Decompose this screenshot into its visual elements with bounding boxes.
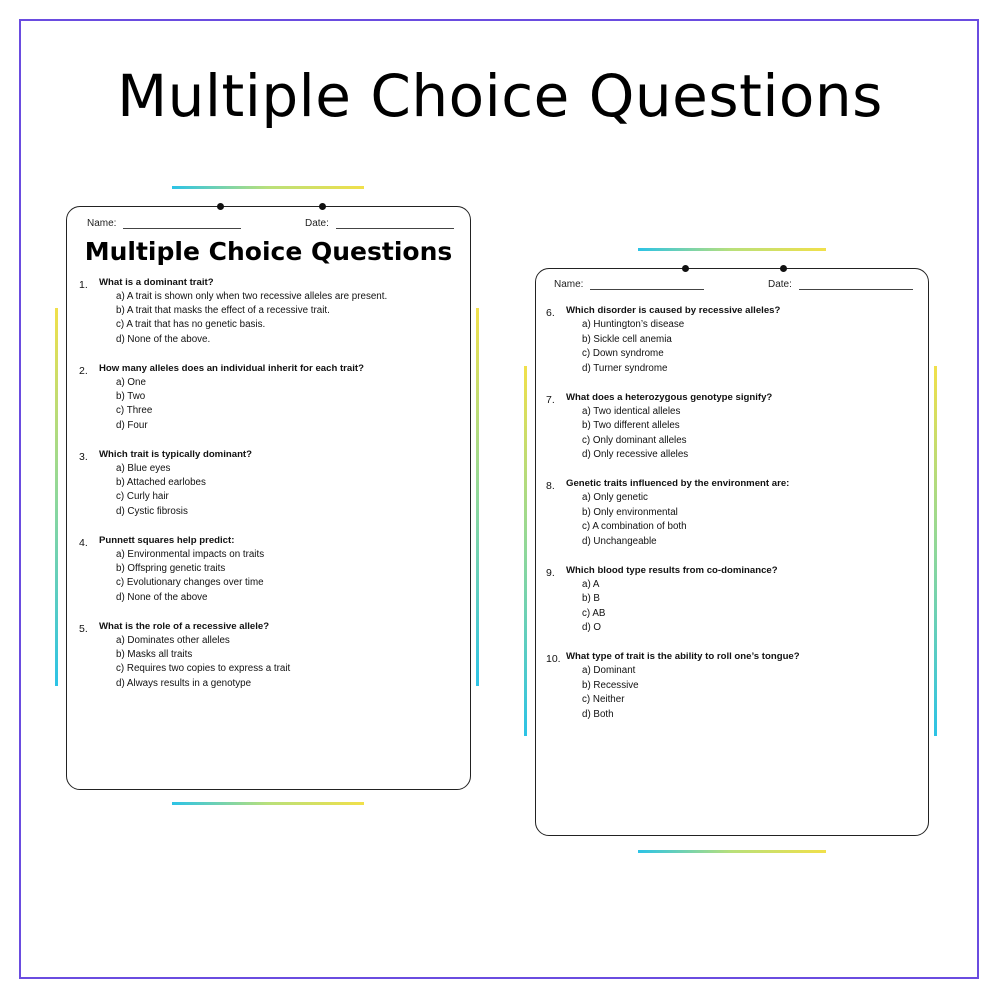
answer-option[interactable]: d) Four	[116, 419, 148, 431]
question-text: Which blood type results from co-dominance?	[566, 564, 778, 576]
answer-option[interactable]: d) Always results in a genotype	[116, 677, 252, 689]
answer-option[interactable]: c) Requires two copies to express a trait	[116, 663, 291, 675]
answer-option[interactable]: a) Only genetic	[582, 492, 648, 503]
answer-option[interactable]: a) A trait is shown only when two recessive alleles are present.	[116, 291, 388, 302]
accent-line-top-right	[638, 248, 826, 251]
answer-option[interactable]: c) Neither	[582, 694, 625, 705]
answer-option[interactable]: d) Only recessive alleles	[582, 449, 689, 460]
accent-line-side-left-b	[476, 308, 479, 686]
answer-option[interactable]: b) Sickle cell anemia	[582, 333, 672, 345]
answer-option[interactable]: d) None of the above	[116, 591, 208, 603]
answer-option[interactable]: a) Blue eyes	[116, 463, 171, 474]
answer-option[interactable]: c) Only dominant alleles	[582, 434, 687, 446]
accent-line-side-right-a	[524, 366, 527, 736]
question-number: 8.	[546, 480, 555, 492]
question-number: 2.	[79, 365, 88, 377]
question-text: What does a heterozygous genotype signify?	[566, 391, 773, 403]
question-text: How many alleles does an individual inherit for each trait?	[99, 363, 364, 374]
answer-option[interactable]: c) Evolutionary changes over time	[116, 577, 264, 589]
question-number: 6.	[546, 307, 555, 319]
worksheet-left	[66, 206, 471, 790]
answer-option[interactable]: b) Two	[116, 391, 146, 403]
binder-clip-icon	[319, 203, 326, 210]
answer-option[interactable]: d) Unchangeable	[582, 535, 657, 547]
question-text: Genetic traits influenced by the environment are:	[566, 478, 790, 489]
answer-option[interactable]: b) A trait that masks the effect of a recessive trait.	[116, 305, 330, 317]
question-number: 1.	[79, 279, 88, 291]
answer-option[interactable]: a) Dominates other alleles	[116, 635, 230, 646]
answer-option[interactable]: c) Three	[116, 405, 153, 417]
question-text: What is the role of a recessive allele?	[99, 621, 270, 632]
answer-option[interactable]: c) A combination of both	[582, 521, 687, 532]
answer-option[interactable]: a) Dominant	[582, 665, 636, 676]
date-field[interactable]	[768, 279, 913, 290]
worksheet-right	[535, 268, 929, 836]
question-text: What is a dominant trait?	[99, 277, 214, 288]
accent-line-bottom-left	[172, 802, 364, 805]
answer-option[interactable]: a) A	[582, 578, 600, 590]
name-blank[interactable]	[590, 279, 704, 290]
answer-option[interactable]: b) Attached earlobes	[116, 477, 206, 489]
answer-option[interactable]: b) Two different alleles	[582, 420, 680, 431]
page-title: Multiple Choice Questions	[117, 62, 883, 130]
question-text: Which disorder is caused by recessive alleles?	[566, 305, 781, 316]
question-number: 10.	[546, 653, 561, 665]
question-number: 3.	[79, 451, 88, 463]
answer-option[interactable]: a) One	[116, 377, 146, 388]
answer-option[interactable]: d) Cystic fibrosis	[116, 505, 188, 517]
answer-option[interactable]: d) None of the above.	[116, 333, 211, 345]
answer-option[interactable]: b) Masks all traits	[116, 649, 193, 661]
answer-option[interactable]: b) B	[582, 593, 600, 604]
answer-option[interactable]: a) Two identical alleles	[582, 405, 681, 417]
answer-option[interactable]: d) Turner syndrome	[582, 362, 668, 374]
name-field[interactable]	[87, 218, 241, 229]
name-label: Name:	[87, 218, 117, 229]
answer-option[interactable]: a) Huntington’s disease	[582, 319, 685, 330]
date-label: Date:	[768, 279, 792, 290]
binder-clip-icon	[217, 203, 224, 210]
date-field[interactable]	[305, 218, 454, 229]
answer-option[interactable]: b) Recessive	[582, 679, 639, 691]
accent-line-bottom-right	[638, 850, 826, 853]
answer-option[interactable]: c) AB	[582, 607, 606, 619]
answer-option[interactable]: b) Only environmental	[582, 506, 678, 518]
question-number: 5.	[79, 623, 88, 635]
accent-line-side-right-b	[934, 366, 937, 736]
binder-clip-icon	[780, 265, 787, 272]
binder-clip-icon	[682, 265, 689, 272]
accent-line-top-left	[172, 186, 364, 189]
answer-option[interactable]: c) A trait that has no genetic basis.	[116, 319, 266, 331]
worksheet-title: Multiple Choice Questions	[84, 237, 453, 266]
answer-option[interactable]: b) Offspring genetic traits	[116, 563, 226, 575]
question-text: What type of trait is the ability to roll one’s tongue?	[566, 651, 800, 662]
question-number: 9.	[546, 566, 555, 579]
accent-line-side-left-a	[55, 308, 58, 686]
answer-option[interactable]: d) Both	[582, 708, 614, 720]
name-blank[interactable]	[123, 218, 241, 229]
answer-option[interactable]: d) O	[582, 622, 602, 633]
name-label: Name:	[554, 279, 584, 290]
answer-option[interactable]: c) Down syndrome	[582, 348, 664, 359]
answer-option[interactable]: c) Curly hair	[116, 491, 169, 503]
answer-option[interactable]: a) Environmental impacts on traits	[116, 549, 265, 560]
question-text: Which trait is typically dominant?	[99, 449, 252, 460]
question-number: 4.	[79, 537, 88, 549]
date-blank[interactable]	[336, 218, 454, 229]
name-field[interactable]	[554, 279, 704, 290]
question-text: Punnett squares help predict:	[99, 535, 235, 546]
question-number: 7.	[546, 393, 555, 406]
date-label: Date:	[305, 218, 329, 229]
date-blank[interactable]	[799, 279, 913, 290]
